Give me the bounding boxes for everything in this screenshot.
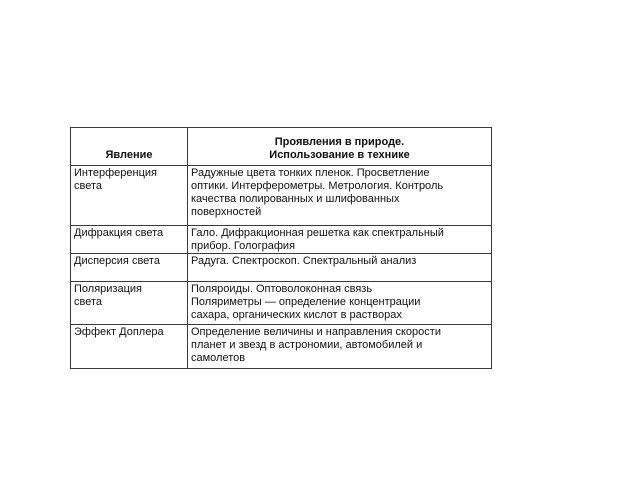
phenomenon-cell: [71, 254, 188, 282]
description-cell: [188, 226, 492, 254]
description-text: качества полированных и шлифованных: [191, 193, 400, 205]
header-manifestations-line-1: Проявления в природе.: [274, 136, 405, 148]
description-text: планет и звезд в астрономии, автомобилей и: [191, 339, 423, 351]
header-row: [71, 128, 492, 166]
phenomenon-text: Дифракция света: [74, 227, 164, 239]
table-row: [71, 325, 492, 369]
description-text: прибор. Голография: [191, 240, 296, 252]
header-manifestations: [188, 128, 492, 166]
description-text: Радуга. Спектроскоп. Спектральный анализ: [191, 255, 417, 267]
description-text: Радужные цвета тонких пленок. Просветление: [191, 167, 430, 179]
phenomenon-cell: [71, 226, 188, 254]
description-cell: [188, 254, 492, 282]
description-text: Определение величины и направления скорости: [191, 326, 441, 338]
phenomenon-cell: [71, 282, 188, 325]
description-text: самолетов: [191, 352, 246, 364]
table-row: [71, 254, 492, 282]
description-cell: [188, 282, 492, 325]
phenomenon-text: Дисперсия света: [74, 255, 160, 267]
description-text: поверхностей: [191, 206, 262, 218]
description-cell: [188, 166, 492, 226]
description-text: Поляроиды. Оптоволоконная связь: [191, 283, 373, 295]
phenomenon-text: Эффект Доплера: [74, 326, 164, 338]
phenomenon-text: света: [74, 180, 103, 192]
table-row: [71, 226, 492, 254]
header-manifestations-line-2: Использование в технике: [269, 149, 410, 161]
optics-phenomena-table: [70, 127, 492, 369]
phenomenon-cell: [71, 325, 188, 369]
phenomenon-text: Поляризация: [74, 283, 142, 295]
description-text: оптики. Интерферометры. Метрология. Контроль: [191, 180, 444, 192]
header-phenomenon: Явление: [71, 128, 188, 166]
description-text: Поляриметры — определение концентрации: [191, 296, 421, 308]
table-row: [71, 166, 492, 226]
description-cell: [188, 325, 492, 369]
description-text: Гало. Дифракционная решетка как спектральный: [191, 227, 444, 239]
phenomenon-text: Интерференция: [74, 167, 158, 179]
table-row: [71, 282, 492, 325]
phenomenon-cell: [71, 166, 188, 226]
description-text: сахара, органических кислот в растворах: [191, 309, 402, 321]
phenomenon-text: света: [74, 296, 103, 308]
